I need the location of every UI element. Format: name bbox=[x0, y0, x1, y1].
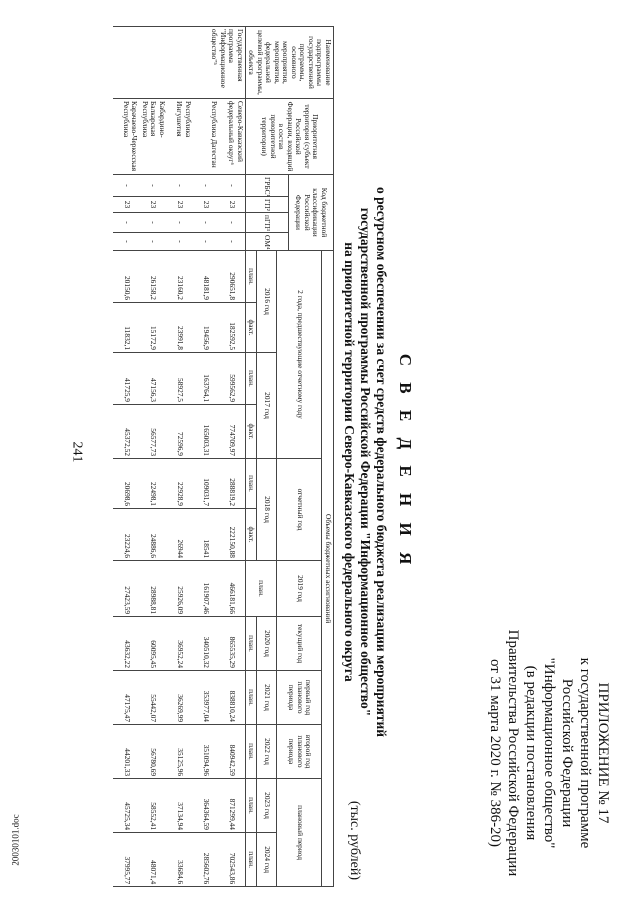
value-cell: 702543,86 bbox=[219, 833, 246, 887]
value-cell: 222150,88 bbox=[219, 509, 246, 561]
value-cell: 25926,09 bbox=[167, 561, 193, 617]
value-cell: 28988,81 bbox=[140, 561, 168, 617]
header-territory: Приоритетная территория (субъект Российской Федерации, входящий в состав приоритетной территории) bbox=[246, 99, 334, 175]
value-cell: 285602,76 bbox=[193, 833, 219, 887]
value-cell: 15172,9 bbox=[140, 303, 168, 353]
om-cell: - bbox=[193, 233, 219, 251]
value-cell: 58927,5 bbox=[167, 353, 193, 405]
pgp-cell: - bbox=[193, 213, 219, 233]
territory-cell: Республика Ингушетия bbox=[167, 99, 193, 175]
value-cell: 55442,07 bbox=[140, 671, 168, 725]
appendix-line: Правительства Российской Федерации bbox=[505, 629, 521, 877]
value-cell: 36952,24 bbox=[167, 617, 193, 671]
header-code-group: Код бюджетной классификации Российской Федерации bbox=[288, 175, 333, 251]
value-cell: 23160,2 bbox=[167, 251, 193, 303]
value-cell: 26944 bbox=[167, 509, 193, 561]
title-line: на приоритетной территории Северо-Кавказского федерального округа bbox=[342, 242, 357, 682]
value-cell: 364364,59 bbox=[193, 779, 219, 833]
value-cell: 45725,34 bbox=[114, 779, 140, 833]
gp-cell: 23 bbox=[219, 197, 246, 213]
value-cell: 161907,46 bbox=[193, 561, 219, 617]
om-cell: - bbox=[219, 233, 246, 251]
value-cell: 20150,6 bbox=[114, 251, 140, 303]
header-om: ОМ⁴ bbox=[246, 233, 289, 251]
header-2021: 2021 год bbox=[257, 671, 277, 725]
value-cell: 165003,31 bbox=[193, 405, 219, 459]
value-cell: 24886,6 bbox=[140, 509, 168, 561]
header-fact: факт. bbox=[246, 405, 258, 459]
value-cell: 58552,41 bbox=[140, 779, 168, 833]
value-cell: 23991,8 bbox=[167, 303, 193, 353]
value-cell: 72596,9 bbox=[167, 405, 193, 459]
value-cell: 44201,33 bbox=[114, 725, 140, 779]
header-current-year: текущий год bbox=[277, 617, 322, 671]
title-line: государственной программы Российской Федерации "Информационное общество" bbox=[358, 207, 373, 717]
territory-cell: Республика Дагестан bbox=[193, 99, 219, 175]
value-cell: 351094,96 bbox=[193, 725, 219, 779]
grbs-cell: - bbox=[193, 175, 219, 197]
appendix-line: "Информационное общество" bbox=[541, 657, 557, 849]
header-first-plan: первый год планового периода bbox=[277, 671, 322, 725]
value-cell: 41725,9 bbox=[114, 353, 140, 405]
value-cell: 290651,8 bbox=[219, 251, 246, 303]
value-cell: 18541 bbox=[193, 509, 219, 561]
appendix-line: ПРИЛОЖЕНИЕ № 17 bbox=[595, 682, 611, 824]
value-cell: 288819,2 bbox=[219, 459, 246, 509]
table-row bbox=[114, 27, 140, 887]
header-volume-group: Объемы бюджетных ассигнований bbox=[322, 251, 334, 887]
value-cell: 48181,9 bbox=[193, 251, 219, 303]
value-cell: 182592,5 bbox=[219, 303, 246, 353]
territory-cell: Кабардино-Балкарская Республика bbox=[140, 99, 168, 175]
table-row bbox=[140, 27, 168, 887]
header-name: Наименование подпрограммы государственной программы, основного мероприятия, мероприятия, федеральной целевой программы, объекта bbox=[246, 27, 334, 99]
header-report-year: отчетный год bbox=[277, 459, 322, 561]
header-2016: 2016 год bbox=[257, 251, 277, 353]
value-cell: 56577,73 bbox=[140, 405, 168, 459]
pgp-cell: - bbox=[140, 213, 168, 233]
om-cell: - bbox=[140, 233, 168, 251]
value-cell: 163764,1 bbox=[193, 353, 219, 405]
page-number: 241 bbox=[69, 441, 85, 463]
territory-cell: Карачаево-Черкесская Республика bbox=[114, 99, 140, 175]
value-cell: 11832,1 bbox=[114, 303, 140, 353]
value-cell: 37134,94 bbox=[167, 779, 193, 833]
value-cell: 60095,45 bbox=[140, 617, 168, 671]
header-2017: 2017 год bbox=[257, 353, 277, 459]
header-second-plan: второй год планового периода bbox=[277, 725, 322, 779]
value-cell: 33684,6 bbox=[167, 833, 193, 887]
gp-cell: 23 bbox=[114, 197, 140, 213]
header-two-years: 2 года, предшествующие отчетному году bbox=[277, 251, 322, 459]
appendix-line: от 31 марта 2020 г. № 386-20) bbox=[487, 658, 503, 848]
value-cell: 23224,6 bbox=[114, 509, 140, 561]
value-cell: 840942,59 bbox=[219, 725, 246, 779]
value-cell: 48071,4 bbox=[140, 833, 168, 887]
value-cell: 871299,44 bbox=[219, 779, 246, 833]
title-main: С В Е Д Е Н И Я bbox=[396, 353, 415, 571]
pgp-cell: - bbox=[167, 213, 193, 233]
header-2024: 2024 год bbox=[257, 833, 277, 887]
header-2018: 2018 год bbox=[257, 459, 277, 561]
appendix-line: к государственной программе bbox=[577, 657, 593, 849]
value-cell: 27423,59 bbox=[114, 561, 140, 617]
header-pgp: пГП³ bbox=[246, 213, 289, 233]
grbs-cell: - bbox=[140, 175, 168, 197]
table-row bbox=[219, 27, 246, 887]
value-cell: 45372,52 bbox=[114, 405, 140, 459]
header-plan: план. bbox=[246, 725, 258, 779]
header-2020: 2020 год bbox=[257, 617, 277, 671]
header-grbs: ГРБС¹ bbox=[246, 175, 289, 197]
value-cell: 36269,99 bbox=[167, 671, 193, 725]
title-line: о ресурсном обеспечении за счет средств федерального бюджета реализации мероприятий bbox=[374, 187, 389, 737]
header-gp: ГП² bbox=[246, 197, 289, 213]
header-plan: план. bbox=[246, 671, 258, 725]
header-plan-period: плановый период bbox=[277, 779, 322, 887]
footer-file-name: 20030101.doc bbox=[10, 814, 21, 866]
gp-cell: 23 bbox=[140, 197, 168, 213]
value-cell: 466181,66 bbox=[219, 561, 246, 617]
appendix-line: Российской Федерации bbox=[559, 678, 575, 828]
value-cell: 109031,7 bbox=[193, 459, 219, 509]
value-cell: 22928,9 bbox=[167, 459, 193, 509]
grbs-cell: - bbox=[114, 175, 140, 197]
pgp-cell: - bbox=[219, 213, 246, 233]
header-plan: план. bbox=[246, 779, 258, 833]
om-cell: - bbox=[114, 233, 140, 251]
rotated-sheet bbox=[20, 12, 620, 902]
header-2022: 2022 год bbox=[257, 725, 277, 779]
header-fact: факт. bbox=[246, 509, 258, 561]
grbs-cell: - bbox=[167, 175, 193, 197]
table-row bbox=[193, 27, 219, 887]
program-name-cell: Государственная программа "Информационное общество"⁵ bbox=[114, 27, 246, 99]
value-cell: 47175,47 bbox=[114, 671, 140, 725]
om-cell: - bbox=[167, 233, 193, 251]
value-cell: 865535,29 bbox=[219, 617, 246, 671]
header-fact: факт. bbox=[246, 303, 258, 353]
value-cell: 599562,9 bbox=[219, 353, 246, 405]
appendix-line: (в редакции постановления bbox=[523, 665, 539, 841]
header-plan: план. bbox=[246, 459, 258, 509]
value-cell: 43632,22 bbox=[114, 617, 140, 671]
header-2023: 2023 год bbox=[257, 779, 277, 833]
document-title bbox=[341, 152, 415, 772]
value-cell: 353977,04 bbox=[193, 671, 219, 725]
value-cell: 56780,69 bbox=[140, 725, 168, 779]
header-plan: план. bbox=[246, 617, 258, 671]
gp-cell: 23 bbox=[193, 197, 219, 213]
header-plan: план. bbox=[246, 833, 258, 887]
value-cell: 20698,6 bbox=[114, 459, 140, 509]
grbs-cell: - bbox=[219, 175, 246, 197]
header-plan: план. bbox=[246, 561, 277, 617]
gp-cell: 23 bbox=[167, 197, 193, 213]
header-plan: план. bbox=[246, 251, 258, 303]
value-cell: 774709,97 bbox=[219, 405, 246, 459]
value-cell: 26158,2 bbox=[140, 251, 168, 303]
budget-table bbox=[114, 26, 335, 887]
header-plan: план. bbox=[246, 353, 258, 405]
table-row bbox=[167, 27, 193, 887]
value-cell: 838810,24 bbox=[219, 671, 246, 725]
value-cell: 37995,77 bbox=[114, 833, 140, 887]
value-cell: 22498,1 bbox=[140, 459, 168, 509]
units-label: (тыс. рублей) bbox=[347, 800, 362, 880]
value-cell: 35125,96 bbox=[167, 725, 193, 779]
value-cell: 19456,9 bbox=[193, 303, 219, 353]
pgp-cell: - bbox=[114, 213, 140, 233]
value-cell: 47156,3 bbox=[140, 353, 168, 405]
territory-cell: Северо-Кавказский федеральный округ⁶ bbox=[219, 99, 246, 175]
header-2019: 2019 год bbox=[277, 561, 322, 617]
appendix-header bbox=[486, 618, 612, 888]
value-cell: 340510,32 bbox=[193, 617, 219, 671]
